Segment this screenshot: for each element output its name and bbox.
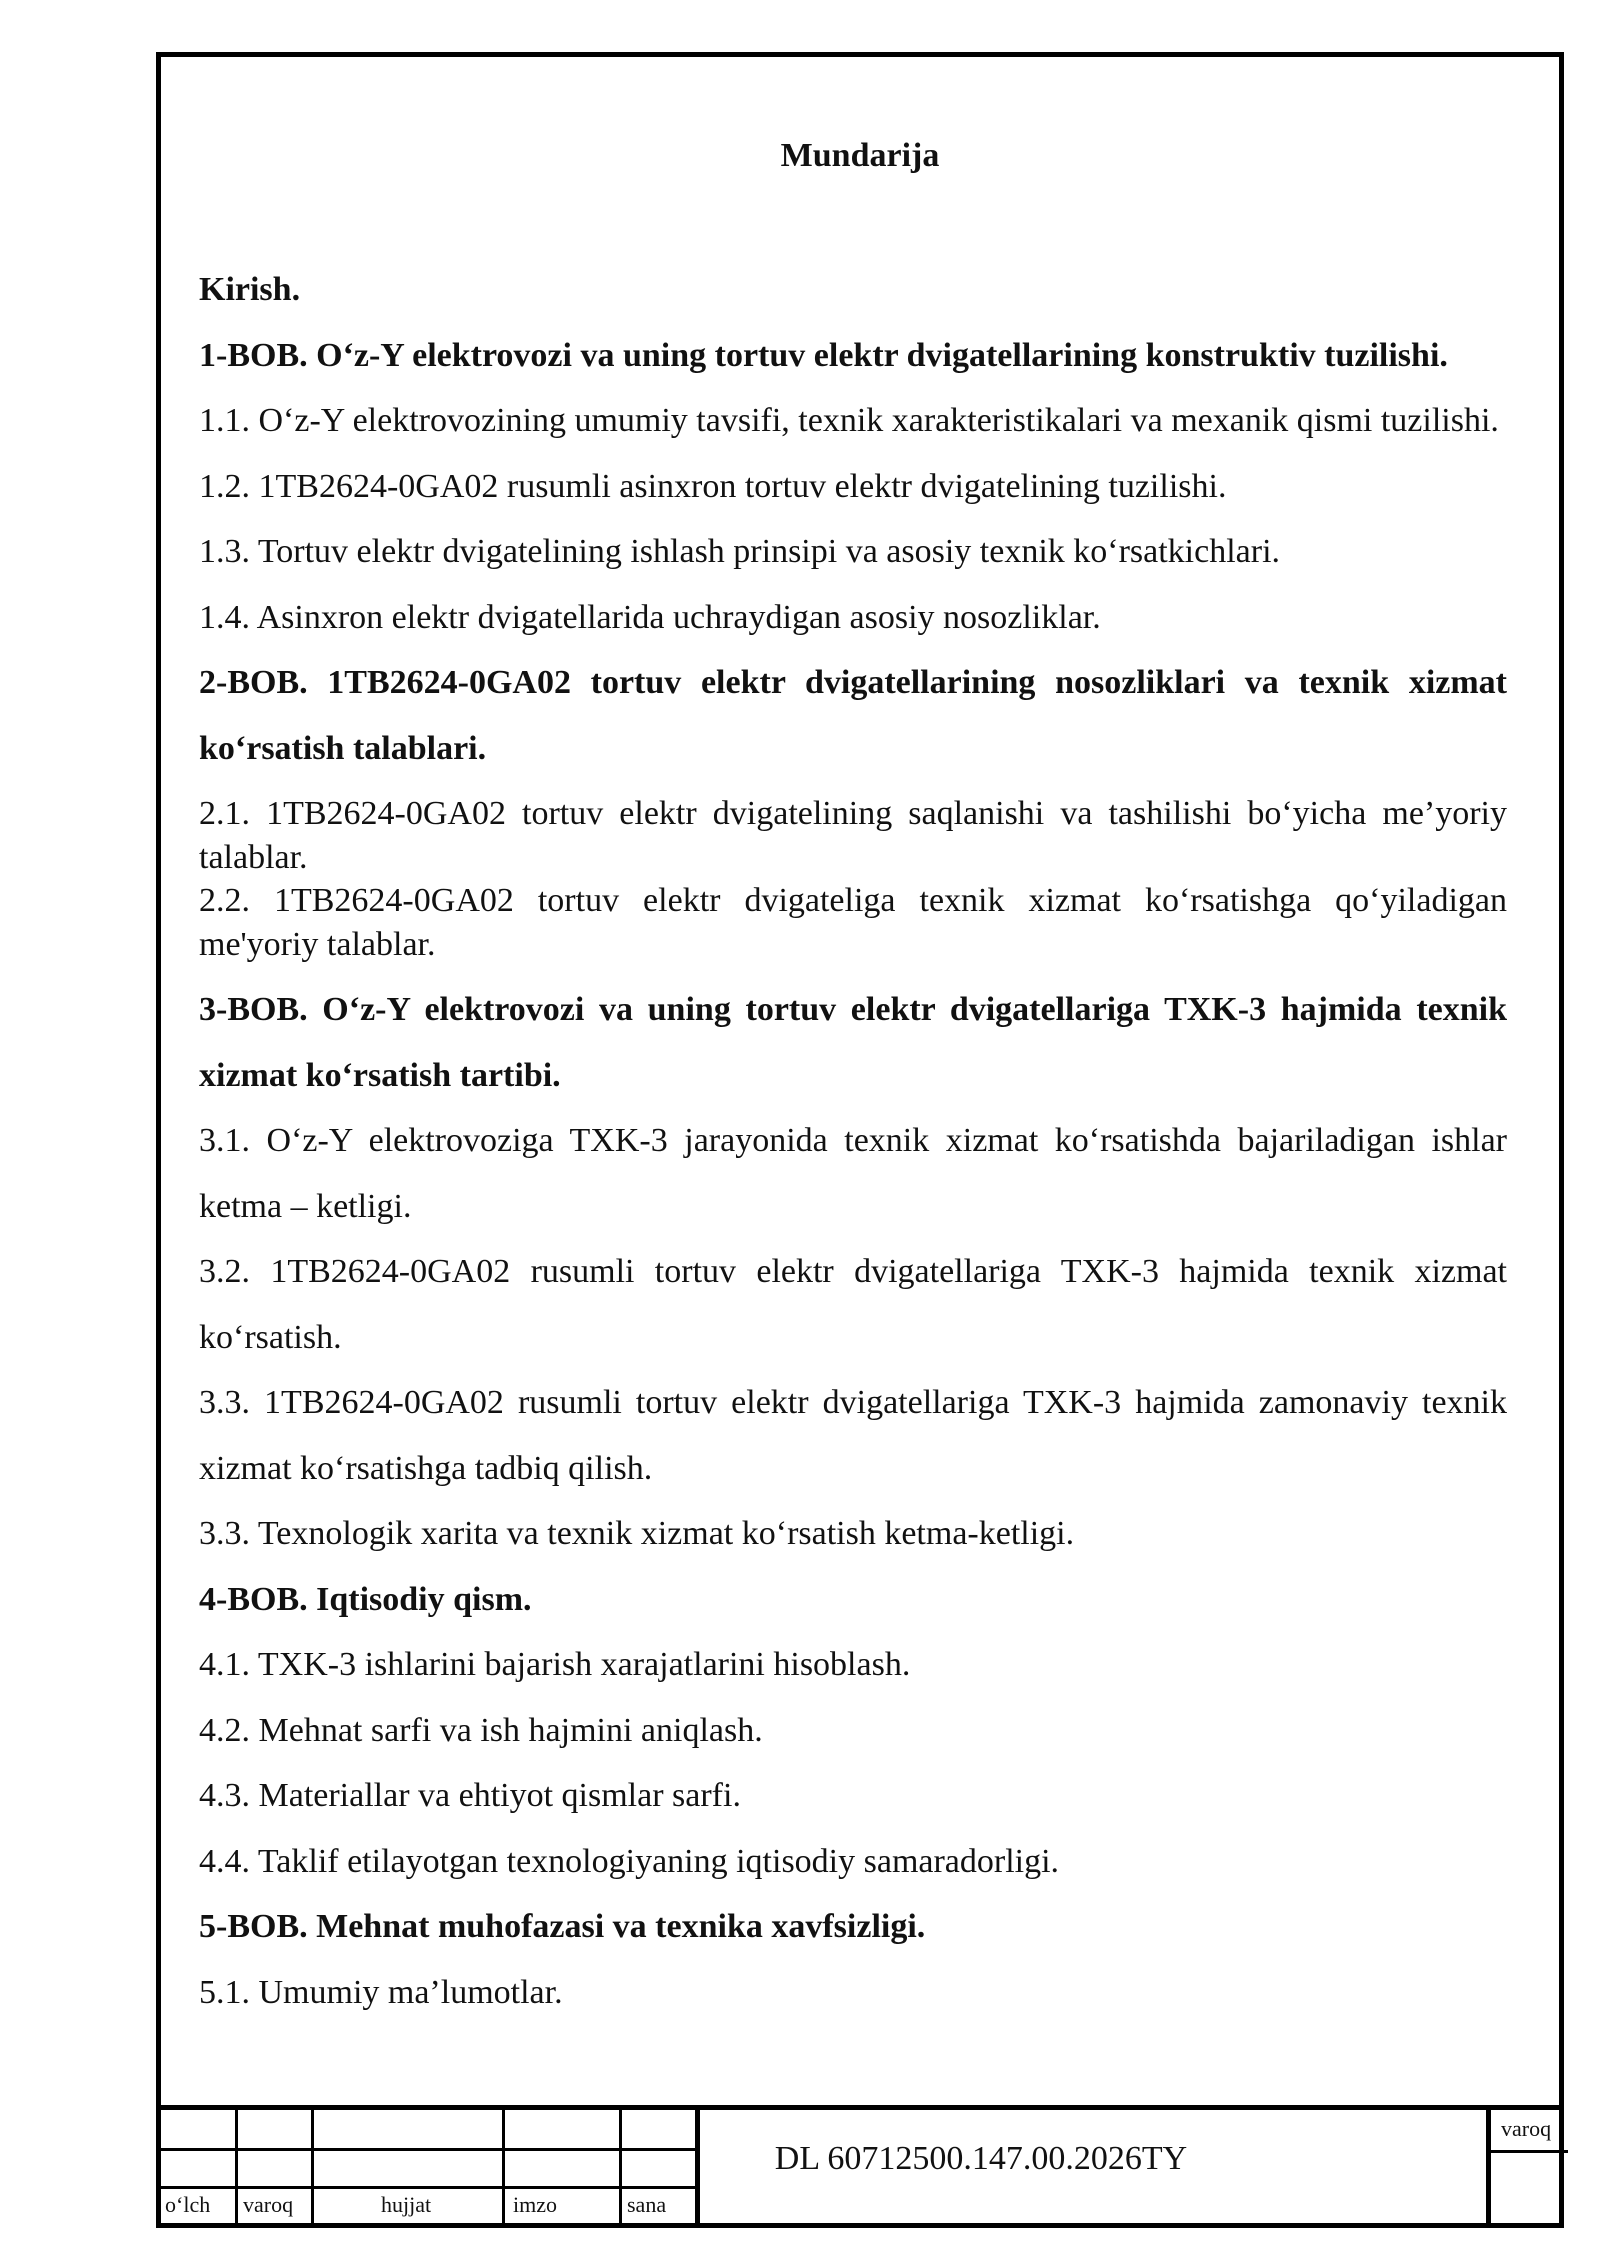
toc-chapter-heading: 5-BOB. Mehnat muhofazasi va texnika xavfsizligi. [199, 1908, 926, 1945]
stamp-label-olch: o‘lch [165, 2192, 211, 2217]
toc-item: 4.1. TXK-3 ishlarini bajarish xarajatlarini hisoblash. [199, 1646, 911, 1683]
page-frame [156, 52, 1564, 2228]
stamp-divider [235, 2110, 238, 2223]
toc-item: 3.2. 1TB2624-0GA02 rusumli tortuv elektr dvigatellariga TXK-3 hajmida texnik xizmat ko‘rsatish. [199, 1253, 1507, 1356]
toc-item: 5.1. Umumiy ma’lumotlar. [199, 1973, 563, 2011]
stamp-row-divider [1488, 2150, 1568, 2153]
stamp-label-varoq: varoq [243, 2192, 294, 2217]
toc-item: 1.2. 1TB2624-0GA02 rusumli asinxron tortuv elektr dvigatelining tuzilishi. [199, 467, 1227, 505]
stamp-divider [502, 2110, 505, 2223]
toc-item: 3.3. 1TB2624-0GA02 rusumli tortuv elektr dvigatellariga TXK-3 hajmida zamonaviy texnik xizmat ko‘rsatishga tadbiq qilish. [199, 1384, 1507, 1487]
toc-item: 4.3. Materiallar va ehtiyot qismlar sarfi. [199, 1777, 741, 1814]
toc-item: 2.2. 1TB2624-0GA02 tortuv elektr dvigateliga texnik xizmat ko‘rsatishga qo‘yiladigan me'yoriy talablar. [199, 882, 1507, 963]
toc-item: 3.3. Texnologik xarita va texnik xizmat ko‘rsatish ketma-ketligi. [199, 1515, 1075, 1552]
stamp-divider [619, 2110, 622, 2223]
stamp-divider [695, 2110, 700, 2223]
toc-chapter-heading: 2-BOB. 1TB2624-0GA02 tortuv elektr dvigatellarining nosozliklari va texnik xizmat ko‘rsatish talablari. [199, 664, 1507, 767]
toc-chapter-heading: 4-BOB. Iqtisodiy qism. [199, 1580, 532, 1618]
toc-chapter-heading: 1-BOB. O‘z-Y elektrovozi va uning tortuv elektr dvigatellarining konstruktiv tuzilishi. [199, 336, 1448, 374]
stamp-label-hujjat: hujjat [381, 2192, 432, 2217]
page-title: Mundarija [780, 137, 940, 174]
table-of-contents [199, 257, 1507, 2025]
toc-item: 1.3. Tortuv elektr dvigatelining ishlash prinsipi va asosiy texnik ko‘rsatkichlari. [199, 533, 1281, 570]
sheet-label: varoq [1501, 2116, 1552, 2141]
stamp-label-sana: sana [627, 2192, 667, 2217]
toc-chapter-heading: Kirish. [199, 271, 301, 308]
toc-item: 3.1. O‘z-Y elektrovoziga TXK-3 jarayonida texnik xizmat ko‘rsatishda bajariladigan ishlar ketma – ketligi. [199, 1122, 1507, 1225]
toc-item: 1.4. Asinxron elektr dvigatellarida uchraydigan asosiy nosozliklar. [199, 598, 1101, 636]
stamp-divider [311, 2110, 314, 2223]
toc-chapter-heading: 3-BOB. O‘z-Y elektrovozi va uning tortuv elektr dvigatellariga TXK-3 hajmida texnik xizmat ko‘rsatish tartibi. [199, 991, 1507, 1094]
toc-item: 4.4. Taklif etilayotgan texnologiyaning iqtisodiy samaradorligi. [199, 1842, 1060, 1880]
stamp-row-divider [161, 2148, 697, 2151]
document-code: DL 60712500.147.00.2026TY [774, 2140, 1188, 2177]
stamp-label-imzo: imzo [513, 2192, 557, 2217]
title-block [161, 2105, 1559, 2223]
stamp-row-divider [161, 2186, 697, 2189]
toc-item: 2.1. 1TB2624-0GA02 tortuv elektr dvigatelining saqlanishi va tashilishi bo‘yicha me’yoriy talablar. [199, 795, 1507, 876]
stamp-divider [1486, 2110, 1491, 2223]
toc-item: 4.2. Mehnat sarfi va ish hajmini aniqlash. [199, 1711, 763, 1749]
toc-item: 1.1. O‘z-Y elektrovozining umumiy tavsifi, texnik xarakteristikalari va mexanik qismi tuzilishi. [199, 402, 1499, 439]
